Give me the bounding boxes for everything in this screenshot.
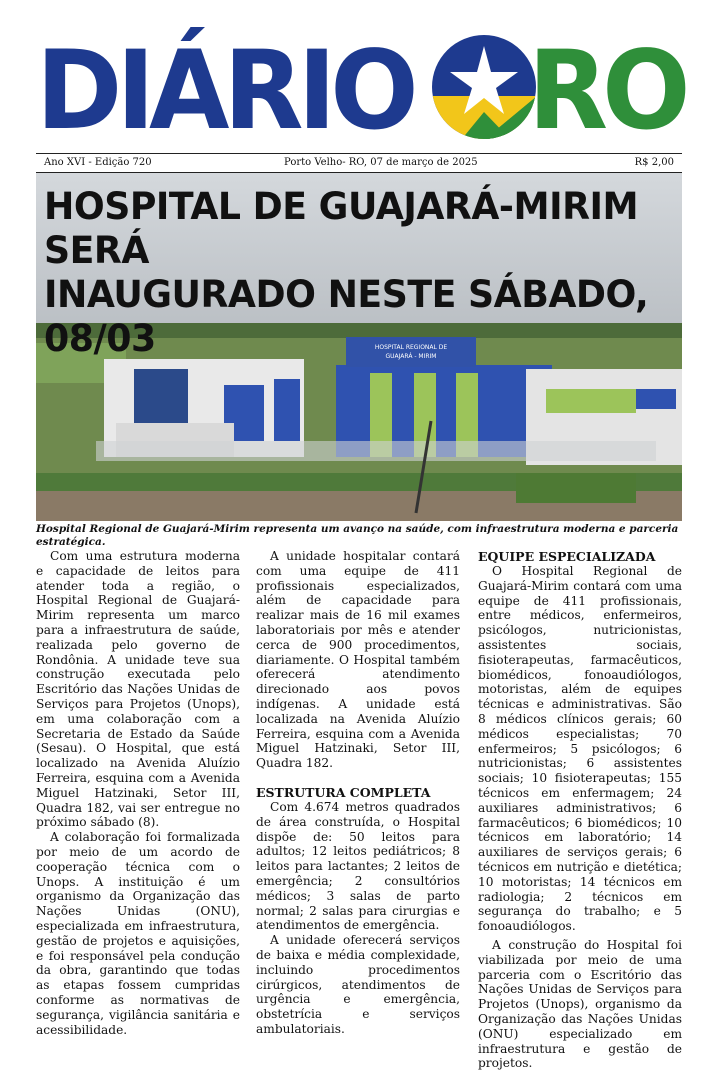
article-column-2 bbox=[256, 549, 460, 1037]
col2-paragraph-1: A unidade hospitalar contará com uma equipe de 411 profissionais especializados, além de capacidade para realizar mais de 16 mil exames laboratoriais por mês e atender cerca de 900 procedimentos, diariamente. O Hospital também oferecerá atendimento direcionado aos povos indígenas. A unidade está localizada na Avenida Aluízio Ferreira, esquina com a Avenida Miguel Hatzinaki, Setor III, Quadra 182. bbox=[256, 549, 460, 771]
masthead bbox=[36, 25, 685, 155]
masthead-title-right: RO bbox=[528, 25, 685, 155]
price: R$ 2,00 bbox=[634, 157, 674, 168]
place-date: Porto Velho- RO, 07 de março de 2025 bbox=[284, 157, 478, 168]
article-column-1 bbox=[36, 549, 240, 1037]
edition-info-bar bbox=[36, 153, 682, 173]
col1-paragraph-2: A colaboração foi formalizada por meio de um acordo de cooperação técnica com o Unops. A instituição é um organismo da Organização das Nações Unidas (ONU), especializada em infraestrutura, gestão de projetos e aquisições, e foi responsável pela condução da obra, garantindo que todas as etapas fossem cumpridas conforme as normativas de segurança, vigilância sanitária e acessibilidade. bbox=[36, 830, 240, 1037]
section-heading-equipe: EQUIPE ESPECIALIZADA bbox=[478, 549, 656, 564]
col1-paragraph-1: Com uma estrutura moderna e capacidade de leitos para atender toda a região, o Hospital Regional de Guajará-Mirim representa um marco para a infraestrutura de saúde, realizada pelo governo de Rondônia. A unidade teve sua construção executada pelo Escritório das Nações Unidas de Serviços para Projetos (Unops), em uma colaboração com a Secretaria de Estado da Saúde (Sesau). O Hospital, que está localizado na Avenida Aluízio Ferreira, esquina com a Avenida Miguel Hatzinaki, Setor III, Quadra 182, vai ser entregue no próximo sábado (8). bbox=[36, 549, 240, 830]
hospital-sign-line1: HOSPITAL REGIONAL DE bbox=[374, 344, 448, 351]
col3-paragraph-2: A construção do Hospital foi viabilizada por meio de uma parceria com o Escritório das Nações Unidas de Serviços para Projetos (Unops), organismo da Organização das Nações Unidas (ONU) especializado em infraestrutura e gestão de projetos. bbox=[478, 937, 682, 1071]
photo-caption: Hospital Regional de Guajará-Mirim representa um avanço na saúde, com infraestrutura moderna e parceria estratégica. bbox=[36, 523, 679, 548]
hospital-sign-line2: GUAJARÁ - MIRIM bbox=[385, 353, 437, 360]
article-column-3 bbox=[478, 549, 682, 1071]
section-heading-estrutura: ESTRUTURA COMPLETA bbox=[256, 784, 431, 800]
col2-paragraph-2: Com 4.674 metros quadrados de área construída, o Hospital dispõe de: 50 leitos para adultos; 12 leitos pediátricos; 8 leitos para lactantes; 2 leitos de emergência; 2 consultórios médicos; 3 salas de parto normal; 2 salas para cirurgias e atendimentos de emergência. bbox=[256, 799, 460, 933]
edition-number: Ano XVI - Edição 720 bbox=[44, 157, 152, 168]
headline-line-1: HOSPITAL DE GUAJARÁ-MIRIM SERÁ bbox=[44, 185, 639, 272]
rondonia-flag-emblem-icon bbox=[431, 34, 537, 140]
col2-paragraph-3: A unidade oferecerá serviços de baixa e média complexidade, incluindo procedimentos cirúrgicos, atendimentos de urgência e emergência, obstetrícia e serviços ambulatoriais. bbox=[256, 933, 460, 1036]
hospital-photo bbox=[36, 173, 682, 521]
col3-paragraph-1: O Hospital Regional de Guajará-Mirim contará com uma equipe de 411 profissionais, entre médicos, enfermeiros, psicólogos, nutricionistas, assistentes sociais, fisioterapeutas, farmacêuticos, biomédicos, fonoaudiólogos, motoristas, além de equipes técnicas e administrativas. São 8 médicos clínicos gerais; 60 médicos especialistas; 70 enfermeiros; 5 psicólogos; 6 nutricionistas; 6 assistentes sociais; 10 fisioterapeutas; 155 técnicos em enfermagem; 24 auxiliares administrativos; 6 farmacêuticos; 6 biomédicos; 10 técnicos em laboratório; 14 auxiliares de serviços gerais; 6 técnicos em nutrição e dietética; 10 motoristas; 14 técnicos em radiologia; 2 técnicos em segurança do trabalho; e 5 fonoaudiólogos. bbox=[478, 564, 682, 934]
masthead-title-left: DIÁRIO bbox=[36, 25, 413, 155]
main-headline bbox=[44, 185, 671, 361]
headline-line-2: INAUGURADO NESTE SÁBADO, 08/03 bbox=[44, 273, 649, 360]
